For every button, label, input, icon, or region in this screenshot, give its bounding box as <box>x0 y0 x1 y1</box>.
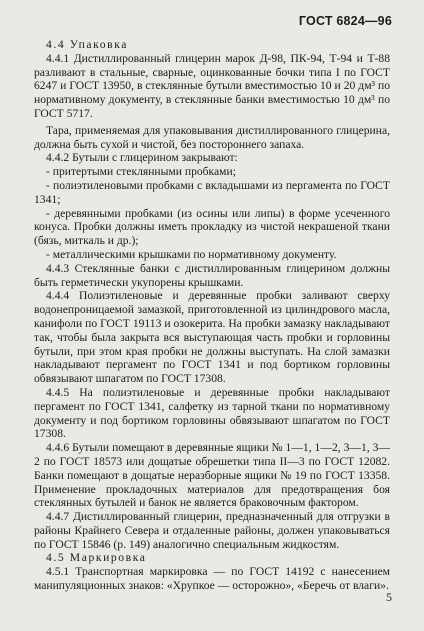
paragraph-4-4-5: 4.4.5 На полиэтиленовые и деревянные пробки накладывают пергамент по ГОСТ 1341, салфетку из тарной ткани по нормативному документу и под бортиком горловины обвязывают шпагатом по ГОСТ 17308. <box>34 385 390 441</box>
list-item-ground-stoppers: - притертыми стеклянными пробками; <box>46 165 236 179</box>
page-number: 5 <box>386 590 392 604</box>
paragraph-4-4-7: 4.4.7 Дистиллированный глицерин, предназначенный для отгрузки в районы Крайнего Севера и отдаленные районы, должен упаковываться по ГОСТ 15846 (р. 149) аналогично специальным жидкостям. <box>34 510 390 551</box>
list-item-wooden-stoppers: - деревянными пробками (из осины или липы) в форме усеченного конуса. Пробки должны иметь прокладку из чистой некрашеной ткани (бязь, миткаль и др.); <box>34 206 390 248</box>
paragraph-4-4-4: 4.4.4 Полиэтиленовые и деревянные пробки заливают сверху водонепроницаемой замазкой, приготовленной из цилиндрового масла, канифоли по ГОСТ 19113 и озокерита. На пробки замазку накладывают так, чтобы была закрыта вся выступающая часть пробки и горловины бутыли, при этом края пробки не должны выступать. На слой замазки накладывают пергамент по ГОСТ 1341 и под бортиком горловины обвязывают шпагатом по ГОСТ 17308. <box>34 289 390 386</box>
paragraph-4-5-1: 4.5.1 Транспортная маркировка — по ГОСТ 14192 с нанесением манипуляционных знаков: «Хрупкое — осторожно», «Беречь от влаги». <box>34 565 390 593</box>
paragraph-4-4-6: 4.4.6 Бутыли помещают в деревянные ящики № 1—1, 1—2, 3—1, 3—2 по ГОСТ 18573 или дощатые обрешетки типа II—3 по ГОСТ 12082. Банки помещают в дощатые неразборные ящики № 19 по ГОСТ 13358. Применение прокладочных материалов для предотвращения боя стеклянных бутылей и банок не является браковочным фактором. <box>34 441 390 510</box>
document-header: ГОСТ 6824—96 <box>298 14 392 28</box>
document-body <box>34 38 390 593</box>
section-heading-packing: 4.4 Упаковка <box>46 38 129 51</box>
list-item-polyethylene-stoppers: - полиэтиленовыми пробками с вкладышами из пергамента по ГОСТ 1341; <box>34 178 390 206</box>
paragraph-4-4-2: 4.4.2 Бутыли с глицерином закрывают: <box>46 151 238 165</box>
list-item-metal-caps: - металлическими крышками по нормативному документу. <box>46 247 337 261</box>
paragraph-container-requirements: Тара, применяемая для упаковывания дистиллированного глицерина, должна быть сухой и чистой, без постороннего запаха. <box>34 123 390 151</box>
paragraph-4-4-3: 4.4.3 Стеклянные банки с дистиллированным глицерином должны быть герметически укупорены крышками. <box>34 261 390 289</box>
section-heading-marking: 4.5 Маркировка <box>46 551 147 565</box>
paragraph-4-4-1: 4.4.1 Дистиллированный глицерин марок Д-98, ПК-94, Т-94 и Т-88 разливают в стальные, сварные, оцинкованные бочки типа I по ГОСТ 6247 и ГОСТ 13950, в стеклянные бутыли вместимостью 10 и 20 дм³ по нормативному документу, в стеклянные банки вместимостью 10 дм³ по ГОСТ 5717. <box>34 51 390 120</box>
